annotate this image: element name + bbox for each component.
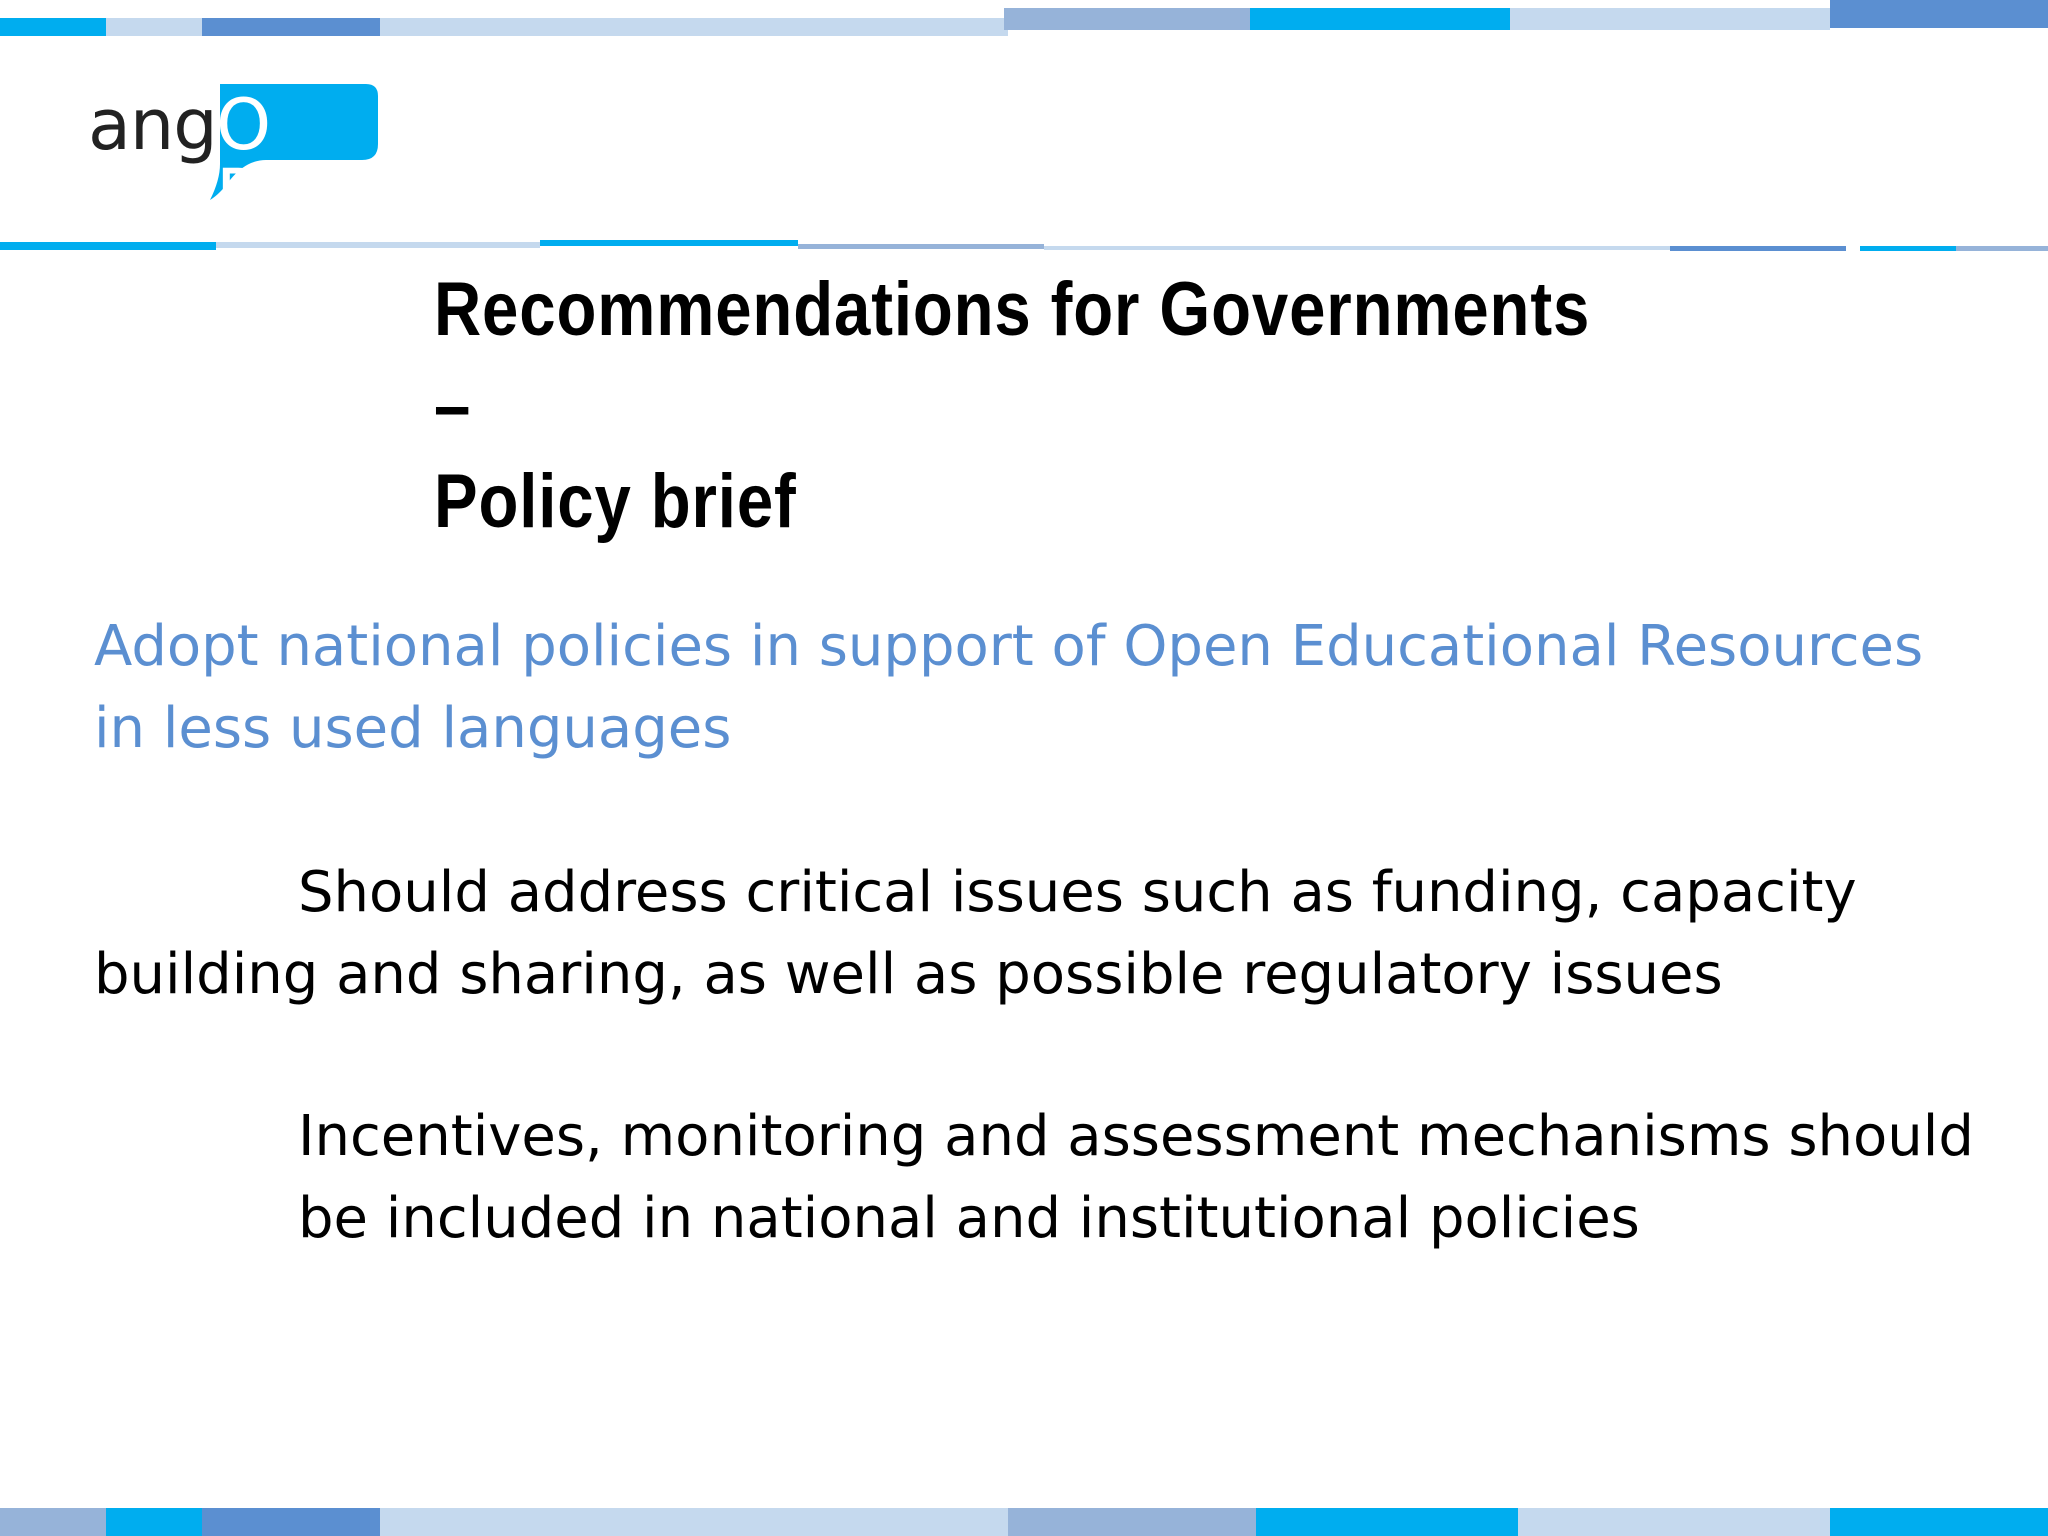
angor-logo [88,84,378,236]
bottom-bar-segment [1518,1508,1830,1536]
top-bar-segment [1250,8,1510,30]
header-divider-segment [540,240,798,246]
slide-title [434,262,1638,550]
bottom-bar-segment [106,1508,202,1536]
header-divider-segment [1956,246,2048,251]
top-bar-segment [380,18,1008,36]
header-divider-segment [216,242,540,248]
slide-title-line-2: Policy brief [434,459,797,544]
logo-prefix: ang [88,84,217,166]
top-bar-segment [0,18,106,36]
top-bar-segment [1004,8,1250,30]
bottom-bar-segment [0,1508,106,1536]
logo-letters: O R [216,84,306,236]
header-divider-segment [1860,246,1956,251]
header-divider-segment [0,242,216,250]
top-bar-segment [202,18,380,36]
bottom-bar-segment [1830,1508,2048,1536]
bottom-bar-segment [1256,1508,1518,1536]
bottom-bar-segment [1008,1508,1256,1536]
header-divider-segment [1044,246,1670,250]
top-bar-segment [1830,0,2048,28]
slide-title-line-1: Recommendations for Governments – [434,267,1591,448]
slide-paragraph-1: Should address critical issues such as funding, capacity building and sharing, as well as possible regulatory issues [94,860,1857,1007]
slide-subheading: Adopt national policies in support of Open Educational Resources in less used languages [94,614,1924,761]
header-divider-segment [1670,246,1846,251]
bottom-bar-segment [380,1508,1008,1536]
top-bar-segment [1510,8,1830,30]
top-bar-segment [106,18,202,36]
header-divider-segment [798,244,1044,249]
bottom-bar-segment [202,1508,380,1536]
slide-paragraph-2: Incentives, monitoring and assessment mechanisms should be included in national and institutional policies [298,1104,1974,1251]
